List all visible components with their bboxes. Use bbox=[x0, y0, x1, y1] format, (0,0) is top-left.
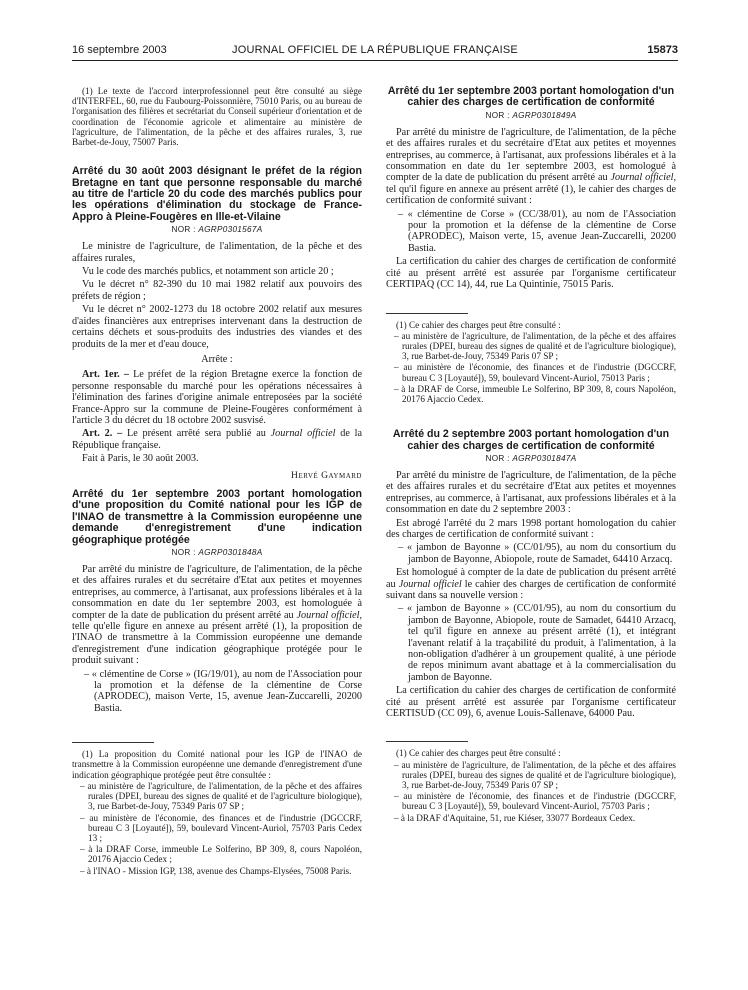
paragraph: Par arrêté du ministre de l'agriculture, de l'alimentation, de la pêche et des affaires rurales et du secrétaire d'Etat aux petites et moyennes entreprises, au commerce, à l'artisanat, aux professions libérales et à la consommation en date du 1er septembre 2003, est homologuée à compter de la date de publication du présent arrêté au Journal officiel, telle qu'elle figure en annexe au présent arrêté (1), la proposition de l'INAO de transmettre à la Commission européenne une demande d'enregistrement d'une indication géographique protégée pour le produit suivant : bbox=[72, 564, 362, 667]
left-column bbox=[72, 86, 362, 877]
paragraph: Par arrêté du ministre de l'agriculture, de l'alimentation, de la pêche et des affaires rurales et du secrétaire d'Etat aux petites et moyennes entreprises, au commerce, à l'artisanat, aux professions libérales et à la consommation en date du 2 septembre 2003 : bbox=[386, 469, 676, 516]
list-item: – « clémentine de Corse » (IG/19/01), au nom de l'Association pour la promotion et la défense de la clémentine de Corse (APRODEC), maison Verte, 15, avenue Jean-Zuccarelli, 20200 Bastia. bbox=[84, 668, 362, 714]
top-footnote: (1) Le texte de l'accord interprofessionnel peut être consulté au siège d'INTERFEL, 60, rue du Faubourg-Poissonnière, 75010 Paris, ou au bureau de l'organisation des filières et secrétariat du Conseil supérieur d'orientation et de coordination de l'économie agricole et alimentaire au ministère de l'agriculture, de l'alimentation, de la pêche et des affaires rurales, 3, rue Barbet-de-Jouy, 75007 Paris. bbox=[72, 86, 362, 148]
paragraph: Le ministre de l'agriculture, de l'alimentation, de la pêche et des affaires rurales, bbox=[72, 241, 362, 264]
article-1: Art. 1er. – Le préfet de la région Bretagne exerce la fonction de personne responsable du marché pour les opérations nécessaires à l'élimination des farines d'origine animale entreposées par la société France-Appro sur la commune de Pleine-Fougères conformément à l'article 3 du décret du 18 octobre 2002 susvisé. bbox=[72, 369, 362, 426]
paragraph: La certification du cahier des charges de certification de conformité cité au présent arrêté est assurée par l'organisme certificateur CERTIPAQ (CC 14), 44, rue La Quintinie, 75015 Paris. bbox=[386, 256, 676, 291]
header-rule bbox=[72, 60, 678, 61]
arrete-label: Arrête : bbox=[201, 353, 233, 365]
footnote-item: – à la DRAF Corse, immeuble Le Solferino, BP 309, 8, cours Napoléon, 20176 Ajaccio Cedex ; bbox=[80, 844, 362, 865]
nor-reference: NOR : AGRP0301567A bbox=[171, 225, 263, 235]
footnote-item: – au ministère de l'économie, des finances et de l'industrie (DGCCRF, bureau C 3 [Loyauté]), 59, boulevard Vincent-Auriol, 75013 Paris ; bbox=[394, 362, 676, 383]
footnote-item: – au ministère de l'agriculture, de l'alimentation, de la pêche et des affaires rurales (DPEI, bureau des signes de qualité et de l'agriculture biologique), 3, rue Barbet-de-Jouy, 75349 Paris 07 SP ; bbox=[80, 780, 362, 812]
footnote: (1) Ce cahier des charges peut être consulté : bbox=[396, 748, 561, 759]
footnote-item: – au ministère de l'économie, des finances et de l'industrie (DGCCRF, bureau C 3 [Loyauté]), 59, boulevard Vincent-Auriol, 75703 Paris Cedex 13 ; bbox=[80, 812, 362, 843]
footnote-item: – à l'INAO - Mission IGP, 138, avenue des Champs-Elysées, 75008 Paris. bbox=[80, 865, 352, 876]
paragraph: Vu le décret n° 2002-1273 du 18 octobre 2002 relatif aux mesures d'aides financières aux entreprises intervenant dans la destruction de certains déchets et sous-produits des industries des viandes et des produits de la mer et d'eau douce, bbox=[72, 304, 362, 350]
article-2: Art. 2. – Le présent arrêté sera publié au Journal officiel de la République française. bbox=[72, 428, 363, 451]
footnote: (1) Ce cahier des charges peut être consulté : bbox=[396, 319, 561, 330]
list-item: – « jambon de Bayonne » (CC/01/95), au nom du consortium du jambon de Bayonne, Abiopole, route de Samadet, 64410 Arzacq. bbox=[398, 542, 676, 565]
header-date: 16 septembre 2003 bbox=[72, 44, 167, 56]
footnote-item: – au ministère de l'agriculture, de l'alimentation, de la pêche et des affaires rurales (DPEI, bureau des signes de qualité et de l'agriculture biologique), 3, rue Barbet-de-Jouy, 75349 Paris 07 SP ; bbox=[394, 759, 676, 791]
footnote-separator bbox=[386, 313, 468, 314]
list-item: – « jambon de Bayonne » (CC/01/95), au nom du consortium du jambon de Bayonne, Abiopole, route de Samadet, 64410 Arzacq, tel qu'il figure en annexe au présent arrêté (1), et intégrant l'avenant relatif à la traçabilité du produit, à l'alimentation, à la non-obligation d'adhérer à un groupement qualité, à une période de repos minimum avant abattage et à la commercialisation du jambon de Bayonne. bbox=[398, 603, 676, 683]
paragraph: Vu le code des marchés publics, et notamment son article 20 ; bbox=[82, 266, 334, 278]
footnote-item: – au ministère de l'agriculture, de l'alimentation, de la pêche et des affaires rurales (DPEI, bureau des signes de qualité et de l'agriculture biologique), 3, rue Barbet-de-Jouy, 75349 Paris 07 SP ; bbox=[394, 330, 676, 362]
decree-title: Arrêté du 30 août 2003 désignant le préfet de la région Bretagne en tant que personne responsable du marché au titre de l'article 20 du code des marchés publics pour les opérations d'élimination du stockage de France-Appro à Pleine-Fougères en Ille-et-Vilaine bbox=[72, 165, 362, 223]
paragraph: Par arrêté du ministre de l'agriculture, de l'alimentation, de la pêche et des affaires rurales et du secrétaire d'Etat aux petites et moyennes entreprises, au commerce, à l'artisanat, aux professions libérales et à la consommation en date du 1er septembre 2003, est homologué à compter de la date de publication du présent arrêté au Journal officiel, tel qu'il figure en annexe au présent arrêté (1), le cahier des charges de certification de conformité suivant : bbox=[386, 126, 676, 207]
signature: Hervé Gaymard bbox=[291, 469, 362, 481]
paragraph: Est homologué à compter de la date de publication du présent arrêté au Journal officiel le cahier des charges de certification de conformité suivant dans sa nouvelle version : bbox=[386, 567, 677, 601]
done-at: Fait à Paris, le 30 août 2003. bbox=[82, 453, 199, 465]
nor-reference: NOR : AGRP0301849A bbox=[485, 110, 577, 120]
right-column bbox=[386, 86, 676, 824]
nor-reference: NOR : AGRP0301847A bbox=[485, 453, 577, 463]
decree-title: Arrêté du 2 septembre 2003 portant homologation d'un cahier des charges de certification de conformité bbox=[392, 428, 670, 452]
footnote-separator bbox=[72, 742, 154, 743]
list-item: – « clémentine de Corse » (CC/38/01), au nom de l'Association pour la promotion et la défense de la clémentine de Corse (APRODEC), Maison verte, 15, avenue Jean-Zuccarelli, 20200 Bastia. bbox=[398, 208, 676, 254]
footnote-item: – à la DRAF de Corse, immeuble Le Solferino, BP 309, 8, cours Napoléon, 20176 Ajaccio Cedex. bbox=[394, 383, 676, 404]
nor-reference: NOR : AGRP0301848A bbox=[171, 548, 263, 557]
page-number: 15873 bbox=[647, 44, 678, 56]
page-header bbox=[72, 44, 678, 60]
paragraph: Vu le décret n° 82-390 du 10 mai 1982 relatif aux pouvoirs des préfets de région ; bbox=[72, 279, 362, 302]
decree-title: Arrêté du 1er septembre 2003 portant homologation d'un cahier des charges de certification de conformité bbox=[387, 85, 675, 109]
paragraph: La certification du cahier des charges de certification de conformité cité au présent arrêté est assurée par l'organisme certificateur CERTISUD (CC 09), 6, avenue Louis-Sallenave, 64000 Pau. bbox=[386, 685, 676, 720]
footnote: (1) La proposition du Comité national pour les IGP de l'INAO de transmettre à la Commission européenne une demande d'enregistrement d'une indication géographique protégée peut être consultée : bbox=[72, 749, 362, 780]
footnote-item: – à la DRAF d'Aquitaine, 51, rue Kiéser, 33077 Bordeaux Cedex. bbox=[394, 812, 636, 823]
decree-title: Arrêté du 1er septembre 2003 portant homologation d'une proposition du Comité national pour les IGP de l'INAO de transmettre à la Commission européenne une demande d'enregistrement d'une indication géographique protégée bbox=[72, 487, 362, 546]
footnote-item: – au ministère de l'économie, des finances et de l'industrie (DGCCRF, bureau C 3 [Loyauté]), 59, boulevard Vincent-Auriol, 75703 Paris ; bbox=[394, 791, 676, 812]
footnote-separator bbox=[386, 741, 468, 742]
paragraph: Est abrogé l'arrêté du 2 mars 1998 portant homologation du cahier des charges de certification de conformité suivant : bbox=[386, 517, 676, 540]
journal-title: JOURNAL OFFICIEL DE LA RÉPUBLIQUE FRANÇAISE bbox=[232, 44, 518, 56]
